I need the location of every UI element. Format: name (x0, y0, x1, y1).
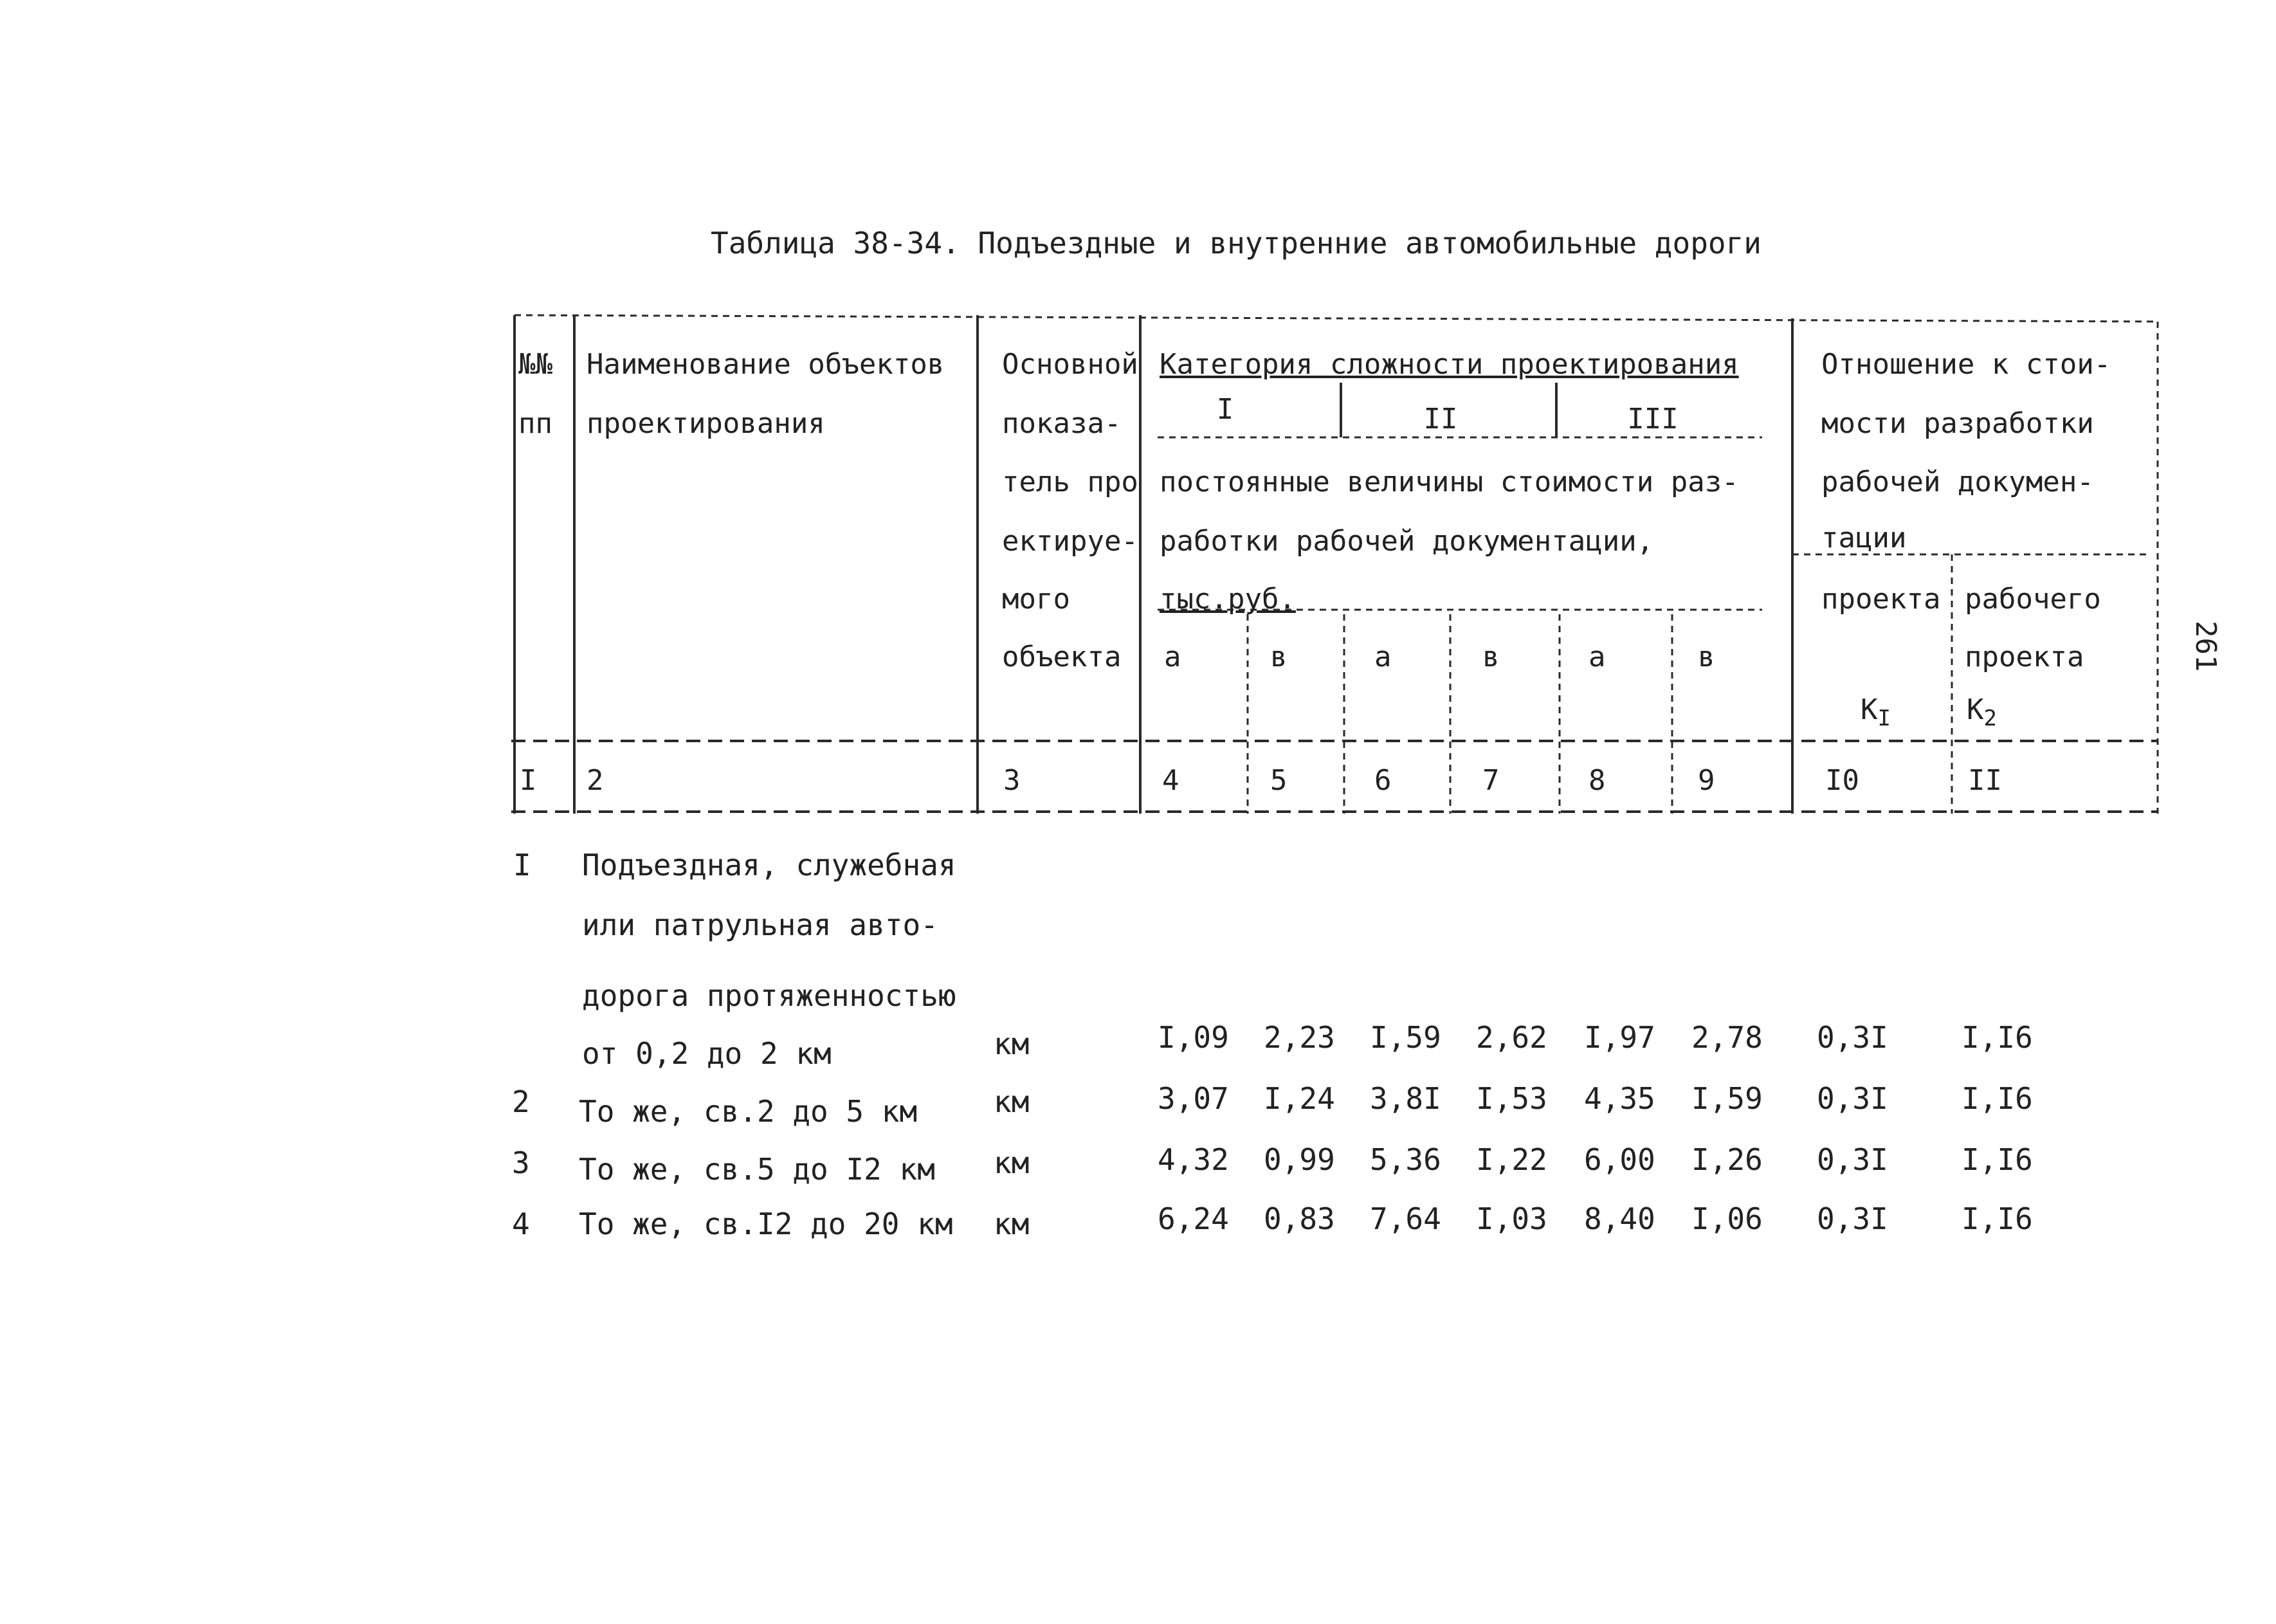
ratio-project-label: проекта (1821, 583, 1941, 616)
row-1-name-line1: Подъездная, служебная (582, 848, 956, 882)
row-1-name-line3: дорога протяженностью (582, 978, 956, 1013)
colnum-2: 2 (587, 764, 604, 797)
category-I: I (1216, 393, 1234, 426)
category-title: Категория сложности проектирования (1160, 348, 1739, 381)
row-1-v4: 2,62 (1476, 1020, 1547, 1055)
colnum-10: I0 (1825, 764, 1859, 797)
ratio-title-line3: рабочей докумен- (1821, 466, 2094, 498)
row-4-v5: 8,40 (1584, 1201, 1655, 1236)
row-3-v8: I,I6 (1962, 1142, 2033, 1177)
sub-a-2: а (1374, 641, 1392, 673)
row-3-v6: I,26 (1691, 1142, 1763, 1177)
constant-note-line3: тыс.руб. (1160, 583, 1296, 616)
page-number: 261 (2189, 621, 2222, 672)
constant-note-line2: работки рабочей документации, (1160, 525, 1654, 558)
ratio-title-line2: мости разработки (1821, 407, 2094, 440)
ratio-title-line1: Отношение к стои- (1821, 348, 2111, 381)
row-3-v5: 6,00 (1584, 1142, 1655, 1177)
header-name-line2: проектирования (587, 407, 825, 440)
ratio-working-line1: рабочего (1965, 583, 2101, 616)
colnum-6: 6 (1374, 764, 1392, 797)
row-2-v3: 3,8I (1370, 1081, 1441, 1116)
colnum-7: 7 (1482, 764, 1500, 797)
header-indicator-line5: мого (1002, 583, 1070, 616)
row-2-v2: I,24 (1264, 1081, 1335, 1116)
row-4-v7: 0,3I (1817, 1201, 1888, 1236)
row-3-unit: км (994, 1145, 1030, 1180)
row-3-v3: 5,36 (1370, 1142, 1441, 1177)
row-1-v5: I,97 (1584, 1020, 1655, 1055)
row-4-num: 4 (512, 1207, 530, 1241)
row-4-unit: км (994, 1207, 1030, 1241)
header-indicator-line6: объекта (1002, 641, 1122, 673)
ratio-title-line4: тации (1821, 522, 1907, 554)
colnum-11: II (1968, 764, 2002, 797)
row-3-v7: 0,3I (1817, 1142, 1888, 1177)
row-2-v6: I,59 (1691, 1081, 1763, 1116)
row-1-v2: 2,23 (1264, 1020, 1335, 1055)
row-2-name: То же, св.2 до 5 км (579, 1094, 918, 1129)
colnum-1: I (520, 764, 537, 797)
constant-note-line1: постоянные величины стоимости раз- (1160, 466, 1739, 498)
header-indicator-line4: ектируе- (1002, 525, 1138, 558)
row-4-v6: I,06 (1691, 1201, 1763, 1236)
row-2-v7: 0,3I (1817, 1081, 1888, 1116)
sub-a-1: а (1164, 641, 1181, 673)
row-4-name: То же, св.I2 до 20 км (579, 1207, 953, 1241)
row-2-v4: I,53 (1476, 1081, 1547, 1116)
header-indicator-line3: тель про (1002, 466, 1138, 498)
row-1-num: I (513, 848, 531, 882)
colnum-5: 5 (1270, 764, 1288, 797)
row-4-v4: I,03 (1476, 1201, 1547, 1236)
sub-b-1: в (1270, 641, 1288, 673)
k2-label: $K_2$ (1967, 693, 1997, 731)
header-indicator-line2: показа- (1002, 407, 1122, 440)
row-2-v8: I,I6 (1962, 1081, 2033, 1116)
ratio-working-line2: проекта (1965, 641, 2084, 673)
k1-label: $K_I$ (1861, 693, 1891, 731)
row-1-v1: I,09 (1158, 1020, 1229, 1055)
table-title: Таблица 38-34. Подъездные и внутренние автомобильные дороги (711, 226, 1762, 260)
colnum-9: 9 (1698, 764, 1715, 797)
row-4-v3: 7,64 (1370, 1201, 1441, 1236)
header-name-line1: Наименование объектов (587, 348, 945, 381)
row-4-v8: I,I6 (1962, 1201, 2033, 1236)
row-2-num: 2 (512, 1084, 530, 1119)
sub-a-3: а (1589, 641, 1606, 673)
row-1-name-line2: или патрульная авто- (582, 908, 938, 942)
row-1-unit: км (994, 1026, 1030, 1061)
row-3-num: 3 (512, 1145, 530, 1180)
colnum-4: 4 (1162, 764, 1179, 797)
header-indicator-line1: Основной (1002, 348, 1138, 381)
row-2-v5: 4,35 (1584, 1081, 1655, 1116)
row-3-v2: 0,99 (1264, 1142, 1335, 1177)
colnum-8: 8 (1589, 764, 1606, 797)
row-1-v7: 0,3I (1817, 1020, 1888, 1055)
colnum-3: 3 (1003, 764, 1021, 797)
row-1-name-line4: от 0,2 до 2 км (582, 1036, 832, 1071)
row-1-v3: I,59 (1370, 1020, 1441, 1055)
row-2-v1: 3,07 (1158, 1081, 1229, 1116)
row-3-name: То же, св.5 до I2 км (579, 1152, 935, 1187)
row-1-v6: 2,78 (1691, 1020, 1763, 1055)
category-II: II (1423, 403, 1458, 435)
row-3-v1: 4,32 (1158, 1142, 1229, 1177)
header-num-line1: №№ (518, 348, 552, 381)
row-2-unit: км (994, 1084, 1030, 1119)
row-4-v2: 0,83 (1264, 1201, 1335, 1236)
row-1-v8: I,I6 (1962, 1020, 2033, 1055)
row-4-v1: 6,24 (1158, 1201, 1229, 1236)
row-3-v4: I,22 (1476, 1142, 1547, 1177)
sub-b-2: в (1482, 641, 1500, 673)
header-num-line2: пп (518, 407, 552, 440)
sub-b-3: в (1698, 641, 1715, 673)
category-III: III (1627, 403, 1679, 435)
